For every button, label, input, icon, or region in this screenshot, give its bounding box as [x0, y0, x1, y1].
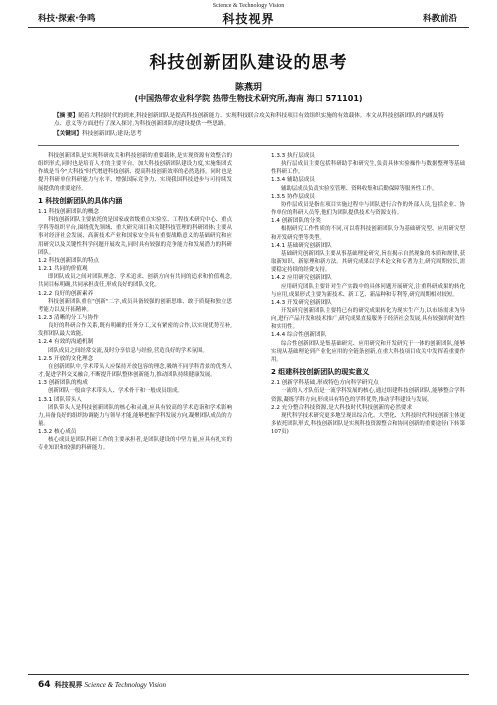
subsection-heading: 1.3 创新团队的构成	[38, 380, 88, 387]
paragraph: 即团队成员之间对团队理念、学术追求、创新方向有共同的追求和价值观念,共同目标明确,共同承担责任,形成良好的团队文化。	[38, 274, 232, 289]
paragraph: 综合性创新团队是集基础研究、应用研究和开发研究于一体的创新团队,能够实现从基础理论到产业化应用的全链条创新,在重大科技项目攻关中发挥着重要作用。	[271, 340, 465, 363]
paragraph: 协作层成员是指在项目实施过程中与团队进行合作的外部人员,包括企业、协作单位的科研人员等,他们为团队提供技术与资源支持。	[271, 201, 465, 217]
paragraph: 良好的科研合作关系,既有明确的任务分工,又有紧密的合作,以实现优势互补,发挥团队最大效能。	[38, 323, 232, 338]
right-column	[271, 152, 465, 436]
header-rule	[28, 27, 469, 28]
author-affiliation: (中国热带农业科学院 热带生物技术研究所,海南 海口 571101)	[134, 94, 363, 103]
paragraph: 团队成员之间经常交流,及时分享信息与经验,营造良好的学术氛围。	[48, 347, 208, 354]
subsection-heading: 1.2.1 共同的价值观	[38, 266, 88, 273]
subsection-heading: 1.3.3 执行层成员	[271, 153, 315, 159]
abstract-label: 【摘 要】	[54, 113, 79, 119]
page-footer	[38, 680, 166, 690]
journal-logo-text: 科技视界	[222, 12, 275, 26]
paragraph: 应用研究团队主要针对生产实践中的具体问题开展研究,注重科研成果的转化与应用,成果形式主要为新技术、新工艺、新品种和专利等,研究周期相对较短。	[271, 283, 465, 298]
left-column	[38, 152, 232, 453]
page-number: 64	[38, 680, 51, 690]
subsection-heading: 1.4.1 基础研究创新团队	[271, 242, 332, 249]
subsection-heading: 1.4 创新团队的分类	[271, 218, 321, 225]
subsection-heading: 1.3.1 团队带头人	[38, 396, 82, 403]
page-header	[0, 0, 497, 31]
footer-rule	[28, 674, 469, 675]
footer-journal-en: Science & Technology Vision	[84, 681, 166, 689]
footer-journal-cn: 科技视界	[54, 681, 83, 689]
paragraph: 科技创新团队主要依托的是国家或省级重点实验室、工程技术研究中心、重点学科等组织平台,围绕优先领域、重大研究项目和关键科技管理的科研团体;主要从事对经济社会发展、高新技术产业和国家安全具有重要战略意义的基础研究和应用研究以及关键性科学问题开展攻关,同时具有较强的竞争能力和发展潜力的科研团队。	[38, 217, 232, 256]
keywords-text: 科技创新团队;建设;思考	[81, 131, 142, 137]
keywords	[54, 130, 444, 138]
subsection-heading: 1.4.4 综合性创新团队	[271, 332, 327, 339]
subsection-heading: 1.4.2 应用研究创新团队	[271, 275, 332, 282]
section-heading: 1 科技创新团队的具体内涵	[38, 196, 123, 205]
section-heading: 2 组建科技创新团队的现实意义	[271, 368, 370, 377]
paragraph: 在创新团队中,学术带头人应保持开放包容的理念,吸纳不同学科背景的优秀人才,促进学科交叉融合,不断提升团队整体创新能力,推动团队持续健康发展。	[38, 363, 232, 379]
subsection-heading: 1.2.4 有效的沟通机制	[38, 339, 94, 346]
subsection-heading: 1.1 科技创新团队的概念	[38, 208, 100, 215]
subsection-heading: 1.4.3 开发研究创新团队	[271, 299, 332, 306]
subsection-heading: 1.3.2 核心成员	[38, 429, 77, 436]
paragraph: 开发研究创新团队主要将已有的研究成果转化为现实生产力,以市场需求为导向,进行产品开发和技术推广,研究成果直接服务于经济社会发展,具有较强的时效性和实用性。	[271, 307, 465, 331]
section-left-label: 科技·探索·争鸣	[38, 14, 96, 24]
paragraph: 根据研究工作性质的不同,可以将科技创新团队分为基础研究型、应用研究型和开发研究型等类型。	[271, 226, 465, 241]
paragraph: 团队带头人是科技创新团队的核心和灵魂,应具有较高的学术造诣和学术影响力,具备良好的组织协调能力与领导才能,能够把握学科发展方向,凝聚团队成员的力量。	[38, 404, 232, 427]
paragraph: 现代科学技术研究更多地呈现出综合化、大型化、大科技时代科技创新主体更多依托团队形式,科技创新团队是实现科技资源整合和协同创新的重要途径(下转第107页)	[271, 412, 465, 436]
subsection-heading: 1.3.5 协作层成员	[271, 193, 315, 200]
paragraph: 一流的人才队伍是一流学科发展的核心,通过组建科技创新团队,能够整合学科资源,凝练学科方向,形成具有特色的学科优势,推动学科建设与发展。	[271, 388, 465, 403]
article-title: 科技创新团队建设的思考	[149, 53, 348, 73]
subsection-heading: 1.3.4 辅助层成员	[271, 177, 315, 184]
paragraph: 基础研究创新团队主要从事基础理论研究,旨在揭示自然现象的本质和规律,获取新知识、新原理和新方法。其研究成果以学术论文和专著为主,研究周期较长,需要稳定持续的经费支持。	[271, 250, 465, 274]
paragraph: 科技创新团队重在"创新"二字,成员具备较强的创新思维、敢于质疑和独立思考能力以及开拓精神。	[38, 298, 232, 313]
paragraph: 辅助层成员负责实验室管理、资料收集和后勤保障等服务性工作。	[281, 185, 438, 192]
subsection-heading: 1.2.2 良好的创新素养	[38, 290, 94, 297]
subsection-heading: 2.2 充分整合科技资源,是大科技时代科技创新的必然要求	[271, 404, 413, 411]
abstract-text: 随着大科技时代的到来,科技创新团队是提高科技创新能力、实现科技联合攻关和科技项目有效组织实施的有效载体。本文从科技创新团队的内涵及特点、意义等方面进行了深入探讨,为科技创新团队的建设提供一些思路。	[54, 113, 444, 128]
author-name: 陈燕玥	[234, 83, 262, 93]
subsection-heading: 1.2 科技创新团队的特点	[38, 257, 100, 264]
paragraph: 执行层成员主要包括科研助手和研究生,负责具体实验操作与数据整理等基础性科研工作。	[271, 161, 465, 176]
section-right-label: 科教前沿	[422, 14, 457, 24]
paragraph: 创新团队一般由学术带头人、学术骨干和一般成员组成。	[48, 388, 183, 395]
abstract	[54, 112, 444, 128]
journal-name-en: Science & Technology Vision	[212, 3, 285, 9]
abstract-divider	[38, 145, 459, 146]
paragraph: 科技创新团队是实现科研攻关和科技创新的重要载体,是实现资源有效整合的组织形式,同时也是培育人才的主要平台。加大科技创新团队建设力度,实施集团式作战是当今"大科技"时代增进科技创新、提高科技创新效率的必然选择。同时也是提升科研单位科研能力与水平、增强国际竞争力、实现我国科技进步与可持续发展提供的重要途径。	[38, 153, 232, 192]
subsection-heading: 1.2.5 开放的文化理念	[38, 355, 94, 362]
subsection-heading: 2.1 创新学科基础,形成特色方向科学研究点	[271, 380, 379, 387]
paragraph: 核心成员是团队科研工作的主要承担者,是团队建设的中坚力量,应具有扎实的专业知识和较强的科研能力。	[38, 437, 232, 452]
keywords-label: 【关键词】	[54, 131, 82, 137]
subsection-heading: 1.2.3 清晰的分工与协作	[38, 314, 99, 321]
